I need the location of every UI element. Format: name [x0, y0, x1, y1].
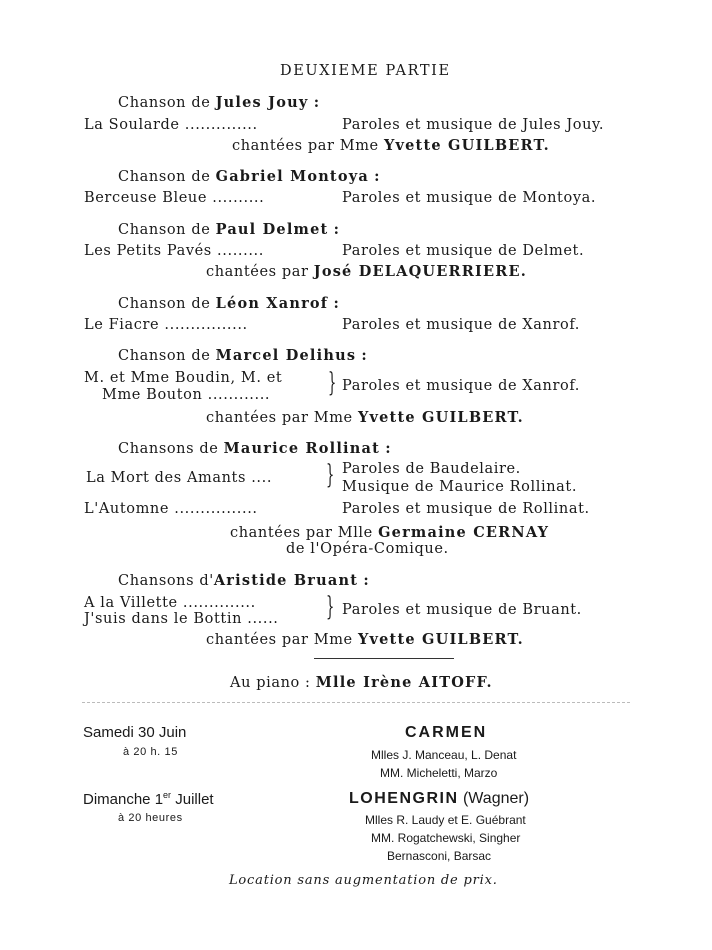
brace-icon: }: [328, 368, 337, 398]
event-cast-line: Bernasconi, Barsac: [387, 849, 492, 863]
performer-name: Yvette GUILBERT.: [357, 409, 524, 426]
performer-prefix: chantées par Mlle: [230, 525, 373, 541]
song-title-line: J'suis dans le Bottin ......: [84, 611, 279, 627]
accompanist-line: [230, 674, 493, 691]
event-title-line: [349, 790, 529, 808]
footer-note: Location sans augmentation de prix.: [229, 873, 498, 888]
song-heading-rollinat: [118, 440, 391, 457]
performer-line: [206, 263, 527, 280]
composer-name: Léon Xanrof: [215, 295, 329, 312]
song-heading-bruant: [118, 572, 369, 589]
song-credit: Paroles et musique de Rollinat.: [342, 501, 590, 517]
event-date: Samedi 30 Juin: [83, 724, 187, 741]
heading-suffix: :: [385, 440, 392, 457]
event-date-end: Juillet: [171, 791, 214, 808]
accompanist-prefix: Au piano :: [230, 675, 311, 691]
heading-prefix: Chansons d': [118, 573, 214, 589]
event-time: à 20 heures: [118, 812, 183, 824]
brace-icon: }: [326, 592, 335, 622]
heading-prefix: Chanson de: [118, 348, 211, 364]
event-cast-line: Mlles J. Manceau, L. Denat: [371, 748, 517, 762]
event-title: LOHENGRIN: [349, 790, 459, 807]
song-credit: Musique de Maurice Rollinat.: [342, 479, 578, 495]
performer-name: Yvette GUILBERT.: [383, 137, 550, 154]
performer-prefix: chantées par: [206, 264, 309, 280]
song-title: La Mort des Amants ....: [86, 470, 273, 486]
song-title: Les Petits Pavés .........: [84, 243, 264, 259]
song-credit: Paroles et musique de Delmet.: [342, 243, 585, 259]
song-title: Berceuse Bleue ..........: [84, 190, 265, 206]
heading-suffix: :: [361, 347, 368, 364]
composer-name: Paul Delmet: [215, 221, 329, 238]
song-credit: Paroles et musique de Bruant.: [342, 602, 582, 618]
song-credit: Paroles et musique de Xanrof.: [342, 378, 580, 394]
performer-name: Yvette GUILBERT.: [357, 631, 524, 648]
heading-suffix: :: [374, 168, 381, 185]
composer-name: Maurice Rollinat: [223, 440, 380, 457]
performer-line: [230, 524, 549, 541]
composer-name: Gabriel Montoya: [215, 168, 369, 185]
song-heading-montoya: [118, 168, 380, 185]
song-title: La Soularde ..............: [84, 117, 258, 133]
performer-prefix: chantées par Mme: [232, 138, 379, 154]
performer-line: [232, 137, 550, 154]
accompanist-name: Mlle Irène AITOFF.: [315, 674, 493, 691]
song-heading-jouy: [118, 94, 320, 111]
performer-name: José DELAQUERRIERE.: [313, 263, 528, 280]
performer-affiliation: de l'Opéra-Comique.: [286, 541, 449, 557]
song-credit: Paroles et musique de Xanrof.: [342, 317, 580, 333]
heading-prefix: Chanson de: [118, 169, 211, 185]
song-title-line: A la Villette ..............: [84, 595, 256, 611]
song-title: Le Fiacre ................: [84, 317, 248, 333]
song-heading-delihus: [118, 347, 367, 364]
performer-line: [206, 631, 524, 648]
event-date: [83, 790, 214, 808]
song-heading-xanrof: [118, 295, 339, 312]
song-credit: Paroles de Baudelaire.: [342, 461, 521, 477]
event-title: CARMEN: [405, 724, 488, 741]
heading-prefix: Chanson de: [118, 296, 211, 312]
heading-suffix: :: [363, 572, 370, 589]
section-title: DEUXIEME PARTIE: [280, 63, 451, 79]
heading-suffix: :: [333, 221, 340, 238]
dashed-divider: [82, 702, 630, 703]
composer-name: Marcel Delihus: [215, 347, 357, 364]
event-cast-line: MM. Micheletti, Marzo: [380, 766, 498, 780]
performer-name: Germaine CERNAY: [378, 524, 550, 541]
composer-name: Aristide Bruant: [213, 572, 359, 589]
song-heading-delmet: [118, 221, 340, 238]
event-date-main: Dimanche 1: [83, 791, 164, 808]
event-time: à 20 h. 15: [123, 746, 178, 758]
performer-prefix: chantées par Mme: [206, 410, 353, 426]
song-credit: Paroles et musique de Montoya.: [342, 190, 597, 206]
heading-suffix: :: [313, 94, 320, 111]
brace-icon: }: [326, 460, 335, 490]
performer-line: [206, 409, 524, 426]
event-date-sup: er: [163, 790, 172, 800]
song-title-line: Mme Bouton ............: [102, 387, 271, 403]
event-cast-line: MM. Rogatchewski, Singher: [371, 831, 521, 845]
divider: [314, 658, 454, 659]
heading-suffix: :: [333, 295, 340, 312]
event-cast-line: Mlles R. Laudy et E. Guébrant: [365, 813, 526, 827]
heading-prefix: Chansons de: [118, 441, 219, 457]
performer-prefix: chantées par Mme: [206, 632, 353, 648]
song-title: L'Automne ................: [84, 501, 258, 517]
song-title-line: M. et Mme Boudin, M. et: [84, 370, 283, 386]
heading-prefix: Chanson de: [118, 95, 211, 111]
composer-name: Jules Jouy: [215, 94, 309, 111]
song-credit: Paroles et musique de Jules Jouy.: [342, 117, 605, 133]
heading-prefix: Chanson de: [118, 222, 211, 238]
event-title-extra: (Wagner): [462, 790, 530, 807]
